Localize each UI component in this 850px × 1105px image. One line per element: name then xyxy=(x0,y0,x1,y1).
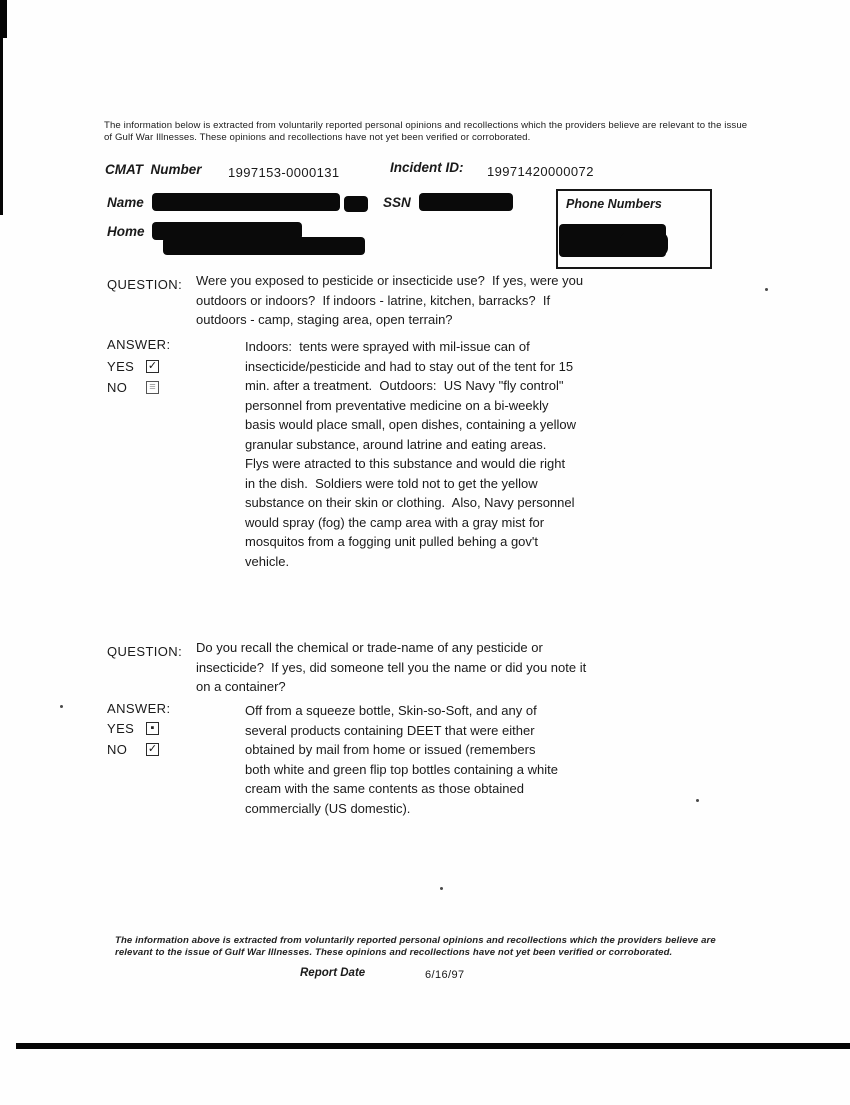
scan-artifact-bottom-line xyxy=(16,1043,850,1049)
answer-1-no-label: NO xyxy=(107,380,128,395)
report-date-value: 6/16/97 xyxy=(425,969,465,981)
answer-1-no-checkbox xyxy=(146,381,159,394)
home-label: Home xyxy=(107,224,145,239)
answer-2-no-checkmark: ✓ xyxy=(147,743,158,755)
answer-1-text: Indoors: tents were sprayed with mil-issue can of insecticide/pesticide and had to stay out of the tent for 15 min. after a treatment. Outdoors: US Navy "fly control" personnel from preventative medicine on a bi-weekly basis would place small, open dishes, containing a yellow granular substance, around latrine and eating areas. Flys were atracted to this substance and would die right in the dish. Soldiers were told not to get the yellow substance on their skin or clothing. Also, Navy personnel would spray (fog) the camp area with a gray mist for mosquitos from a fogging unit pulled behing a gov't vehicle. xyxy=(245,339,580,569)
name-redaction-bar xyxy=(152,193,340,211)
report-date-label: Report Date xyxy=(300,967,366,979)
answer-2-label: ANSWER: xyxy=(107,701,171,716)
question-1-label: QUESTION: xyxy=(107,277,183,292)
answer-1-yes-checkmark: ✓ xyxy=(147,360,158,372)
question-1-text: Were you exposed to pesticide or insecticide use? If yes, were you outdoors or indoors? If indoors - latrine, kitchen, barracks? If outdoors - camp, staging area, open terrain? xyxy=(196,273,587,327)
name-redaction-blob xyxy=(344,196,368,212)
ssn-label: SSN xyxy=(383,195,411,210)
question-2-label: QUESTION: xyxy=(107,644,183,659)
scan-speck xyxy=(440,887,443,890)
ssn-redaction-bar xyxy=(419,193,513,211)
incident-id-label: Incident ID: xyxy=(390,160,464,175)
answer-2-no-checkbox xyxy=(146,743,159,756)
answer-2-text: Off from a squeeze bottle, Skin-so-Soft, and any of several products containing DEET that were either obtained by mail from home or issued (remembers both white and green flip top bottles containing a white cream with the same contents as those obtained commercially (US domestic). xyxy=(245,703,562,816)
answer-2-yes-label: YES xyxy=(107,721,135,736)
home-redaction-bar-2 xyxy=(163,237,365,255)
answer-2-yes-checkbox xyxy=(146,722,159,735)
header-disclaimer: The information below is extracted from voluntarily reported personal opinions and recollections which the providers believe are relevant to the issue of Gulf War Illnesses. These opinions and recollections have not yet been verified or corroborated. xyxy=(104,120,748,143)
footer-disclaimer: The information above is extracted from voluntarily reported personal opinions and recollections which the providers believe are relevant to the issue of Gulf War Illnesses. These opinions and recollections have not yet been verified or corroborated. xyxy=(115,935,716,958)
incident-id-value: 19971420000072 xyxy=(487,164,594,179)
answer-2-yes-mark: ▪ xyxy=(150,722,155,734)
answer-1-label: ANSWER: xyxy=(107,337,171,352)
scan-speck xyxy=(765,288,768,291)
answer-2-no-label: NO xyxy=(107,742,128,757)
answer-1-yes-checkbox xyxy=(146,360,159,373)
scan-speck xyxy=(60,705,63,708)
name-label: Name xyxy=(107,195,144,210)
cmat-number-label: CMAT Number xyxy=(105,162,202,177)
scan-speck xyxy=(696,799,699,802)
answer-1-no-mark: ≡ xyxy=(149,381,156,393)
cmat-number-value: 1997153-0000131 xyxy=(228,165,340,180)
phone-redaction-bar-2 xyxy=(620,232,668,256)
question-2-text: Do you recall the chemical or trade-name of any pesticide or insecticide? If yes, did someone tell you the name or did you note it on a container? xyxy=(196,640,590,694)
phone-numbers-label: Phone Numbers xyxy=(566,197,662,211)
answer-1-yes-label: YES xyxy=(107,359,135,374)
scan-artifact-top-left-corner xyxy=(0,0,7,38)
